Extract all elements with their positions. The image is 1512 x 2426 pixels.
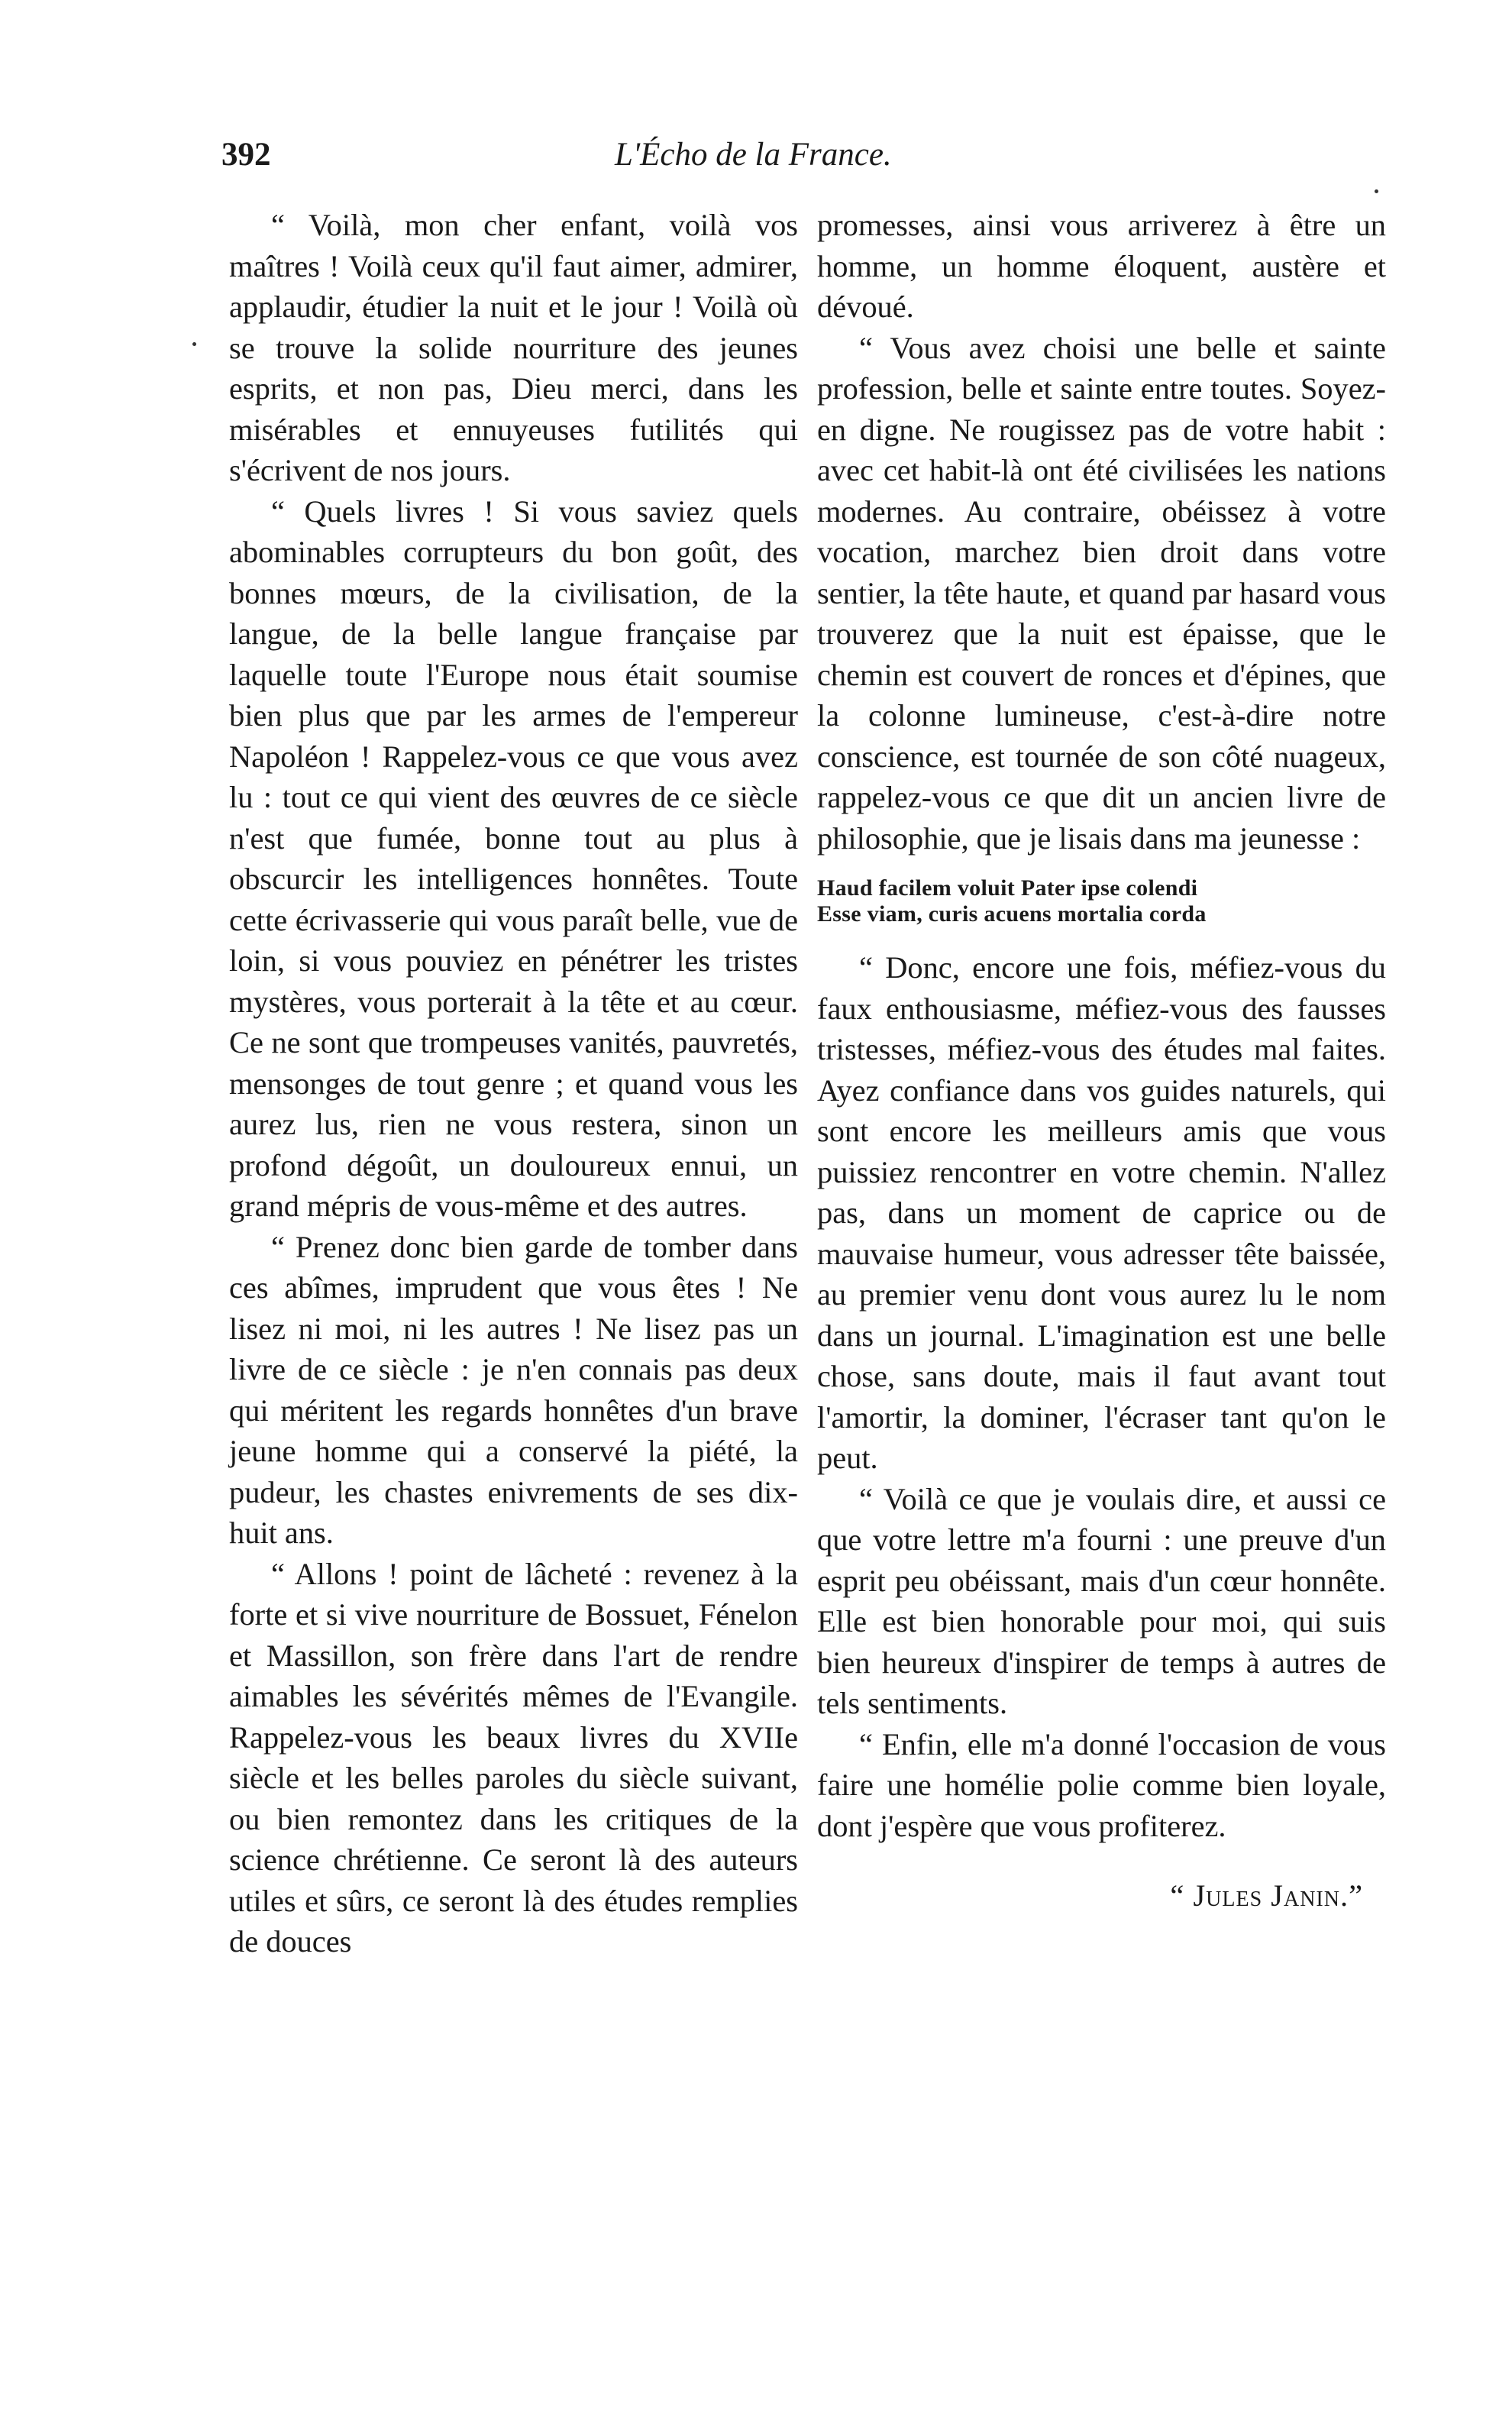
- paragraph: “ Allons ! point de lâcheté : revenez à la forte et si vive nourriture de Bossuet, Fénelon et Massillon, son frère dans l'art de rendre aimables les sévérités mêmes de l'Evangile. Rappelez-vous les beaux livres du XVIIe siècle et les belles paroles du siècle suivant, ou bien remontez dans les critiques de la science chrétienne. Ce seront là des auteurs utiles et sûrs, ce seront là des études remplies de douces: [229, 1556, 798, 1959]
- author-signature: [817, 1875, 1386, 1917]
- page-header: [221, 136, 1375, 182]
- paragraph: “ Prenez donc bien garde de tomber dans ces abîmes, imprudent que vous êtes ! Ne lisez ni moi, ni les autres ! Ne lisez pas un livre de ce siècle : je n'en connais pas deux qui méritent les regards honnêtes d'un brave jeune homme qui a conservé la piété, la pudeur, les chastes enivrements de ses dix-huit ans.: [229, 1229, 798, 1550]
- print-speck: [1375, 189, 1378, 193]
- paragraph: “ Voilà ce que je voulais dire, et aussi ce que votre lettre m'a fourni : une preuve d'un esprit peu obéissant, mais d'un cœur honnête. Elle est bien honorable pour moi, qui suis bien heureux d'inspirer de temps à autres de tels sentiments.: [817, 1481, 1386, 1720]
- paragraph: “ Enfin, elle m'a donné l'occasion de vous faire une homélie polie comme bien loyale, dont j'espère que vous profiterez.: [817, 1726, 1386, 1843]
- paragraph: “ Voilà, mon cher enfant, voilà vos maîtres ! Voilà ceux qu'il faut aimer, admirer, applaudir, étudier la nuit et le jour ! Voilà où se trouve la solide nourriture des jeunes esprits, et non pas, Dieu merci, dans les misérables et ennuyeuses futilités qui s'écrivent de nos jours.: [229, 208, 798, 487]
- running-title: L'Écho de la France.: [615, 137, 892, 173]
- verse-line: Esse viam, curis acuens mortalia corda: [817, 901, 1207, 927]
- page-number: 392: [221, 137, 271, 173]
- latin-verse-quote: [817, 875, 1386, 927]
- signature-text: “ Jules Janin.”: [1170, 1878, 1363, 1913]
- right-column: [817, 205, 1386, 1917]
- left-column: [229, 205, 798, 1962]
- verse-line: Haud facilem voluit Pater ipse colendi: [817, 875, 1198, 901]
- paragraph: “ Quels livres ! Si vous saviez quels abominables corrupteurs du bon goût, des bonnes mœurs, de la civilisation, de la langue, de la belle langue française par laquelle toute l'Europe nous était soumise bien plus que par les armes de l'empereur Napoléon ! Rappelez-vous ce que vous avez lu : tout ce qui vient des œuvres de ce siècle n'est que fumée, bonne tout au plus à obscurcir les intelligences honnêtes. Toute cette écrivasserie qui vous paraît belle, vue de loin, si vous pouviez en pénétrer les tristes mystères, vous porterait à la tête et au cœur. Ce ne sont que trompeuses vanités, pauvretés, mensonges de tout genre ; et quand vous les aurez lus, rien ne vous restera, sinon un profond dégoût, un douloureux ennui, un grand mépris de vous-même et des autres.: [229, 493, 798, 1223]
- paragraph: “ Vous avez choisi une belle et sainte profession, belle et sainte entre toutes. Soyez-en digne. Ne rougissez pas de votre habit : avec cet habit-là ont été civilisées les nations modernes. Au contraire, obéissez à votre vocation, marchez bien droit dans votre sentier, la tête haute, et quand par hasard vous trouverez que la nuit est épaisse, que le chemin est couvert de ronces et d'épines, que la colonne lumineuse, c'est-à-dire notre conscience, est tournée de son côté nuageux, rappelez-vous ce que dit un ancien livre de philosophie, que je lisais dans ma jeunesse :: [817, 330, 1386, 856]
- print-speck: [192, 342, 196, 346]
- paragraph: “ Donc, encore une fois, méfiez-vous du faux enthousiasme, méfiez-vous des fausses tristesses, méfiez-vous des études mal faites. Ayez confiance dans vos guides naturels, qui sont encore les meilleurs amis que vous puissiez rencontrer en votre chemin. N'allez pas, dans un moment de caprice ou de mauvaise humeur, vous adresser tête baissée, au premier venu dont vous aurez lu le nom dans un journal. L'imagination est une belle chose, sans doute, mais il faut avant tout l'amortir, la dominer, l'écraser tant qu'on le peut.: [817, 950, 1386, 1475]
- paragraph-continuation: promesses, ainsi vous arriverez à être un homme, un homme éloquent, austère et dévoué.: [817, 208, 1386, 324]
